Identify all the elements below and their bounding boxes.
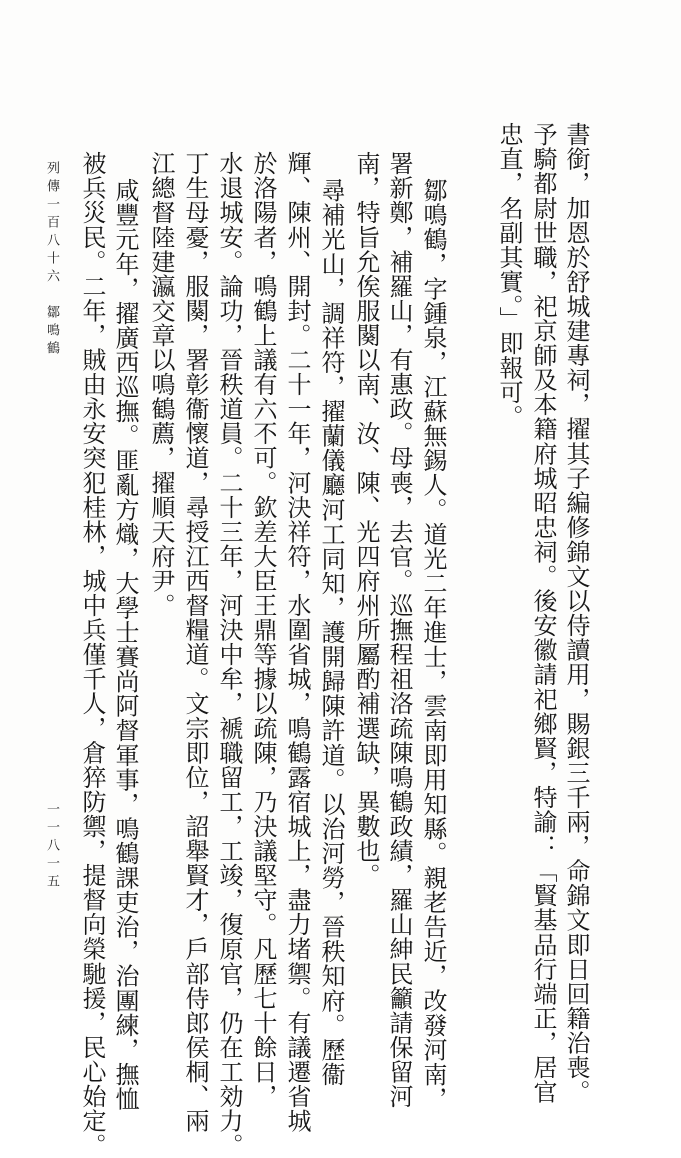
text-column-13: 咸豐元年，擢廣西巡撫。匪亂方熾，大學士賽尚阿督軍事，鳴鶴課吏治，治團練，撫恤 xyxy=(111,178,139,1111)
text-column-4: 鄒鳴鶴，字鍾泉，江蘇無錫人。道光二年進士，雲南即用知縣。親老告近，改發河南， xyxy=(419,178,447,1111)
text-column-5: 署新鄭，補羅山，有惠政。母喪，去官。巡撫程祖洛疏陳鳴鶴政績，羅山紳民籲請保留河 xyxy=(385,151,413,1109)
text-column-3: 忠直，名副其實。」即報可。 xyxy=(495,122,523,430)
text-column-9: 於洛陽者，鳴鶴上議有六不可。欽差大臣王鼎等據以疏陳，乃決議堅守。凡歷七十餘日， xyxy=(249,151,277,1109)
text-column-2: 予騎都尉世職，祀京師及本籍府城昭忠祠。後安徽請祀鄉賢，特諭：「賢基品行端正，居官 xyxy=(529,122,557,1104)
running-header-chapter: 列傳一百八十六 鄒鳴鶴 xyxy=(44,161,59,359)
text-column-6: 南，特旨允俟服闋以南、汝、陳、光四府州所屬酌補選缺，異數也。 xyxy=(352,151,380,888)
text-column-14: 被兵災民。二年，賊由永安突犯桂林，城中兵僅千人，倉猝防禦，提督向榮馳援，民心始定。 xyxy=(78,151,106,1158)
text-column-10: 水退城安。論功，晉秩道員。二十三年，河決中牟，褫職留工，工竣，復原官，仍在工効力。 xyxy=(215,151,243,1158)
text-column-11: 丁生母憂，服闋，署彰衞懷道，尋授江西督糧道。文宗即位，詔舉賢才，戶部侍郎侯桐、兩 xyxy=(181,151,209,1133)
text-column-12: 江總督陸建瀛交章以鳴鶴薦，擢順天府尹。 xyxy=(147,151,175,618)
text-column-1: 書銜，加恩於舒城建專祠，擢其子編修錦文以侍讀用，賜銀三千兩，命錦文即日回籍治喪。 xyxy=(562,122,590,1104)
text-column-8: 輝、陳州、開封。二十一年，河決祥符，水圍省城，鳴鶴露宿城上，盡力堵禦。有議遷省城 xyxy=(283,151,311,1133)
text-column-7: 尋補光山，調祥符，擢蘭儀廳河工同知，護開歸陳許道。以治河勞，晉秩知府。歷衞 xyxy=(317,178,345,1087)
page-number: 一一八一五 xyxy=(44,802,59,892)
